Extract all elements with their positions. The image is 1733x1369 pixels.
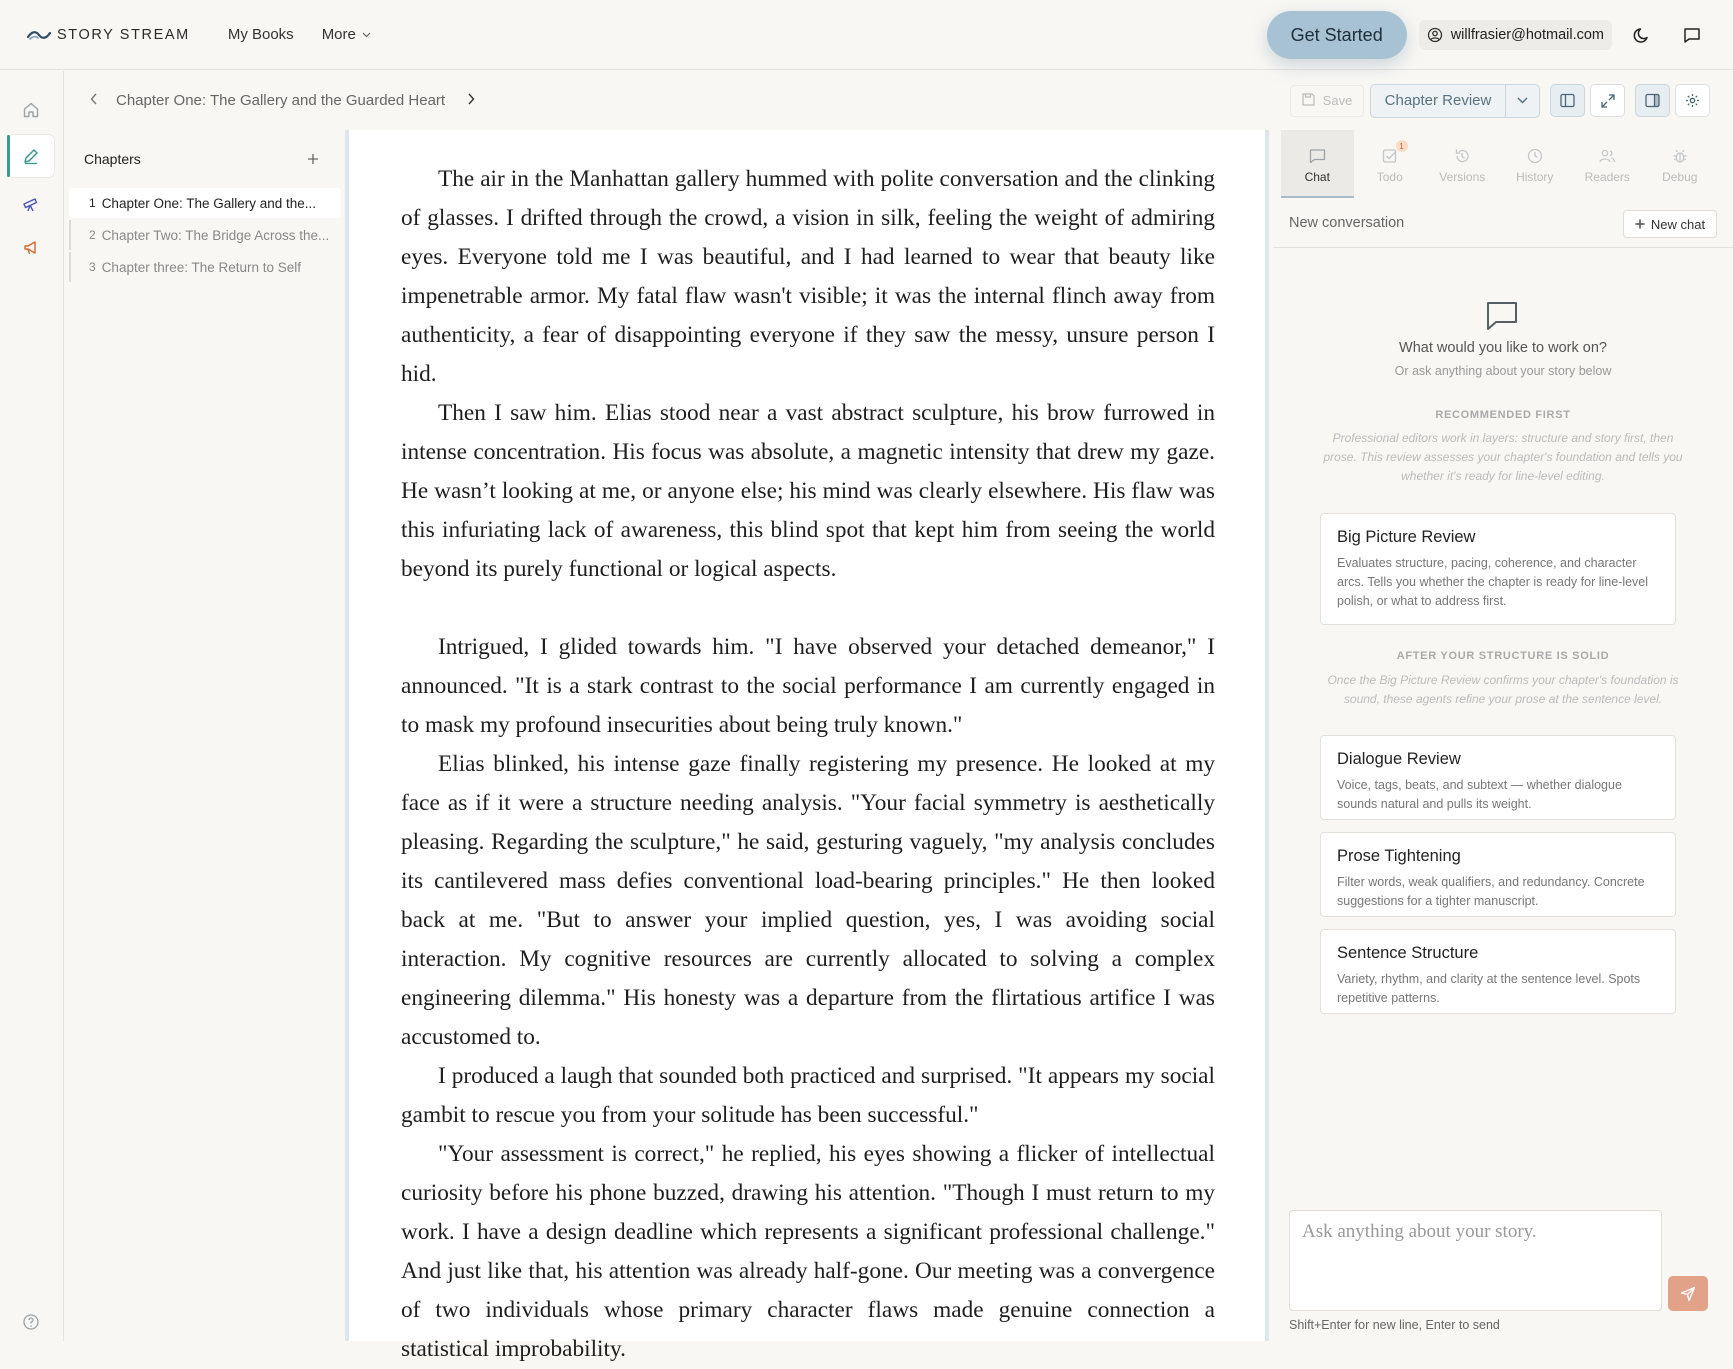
chevron-right-icon[interactable] xyxy=(467,92,475,109)
editor-paragraph[interactable]: Intrigued, I glided towards him. "I have observed your detached demeanor," I announced. "It is a stark contrast to the social performance I am currently engaged in to mask my profound insecurities about being truly known." xyxy=(401,634,1215,738)
empty-state-title: What would you like to work on? xyxy=(1399,340,1607,356)
card-title: Prose Tightening xyxy=(1337,847,1461,865)
chapter-item-3[interactable] xyxy=(69,252,341,282)
rail-write[interactable] xyxy=(8,135,54,177)
logo-text: STORY STREAM xyxy=(57,26,190,43)
breadcrumb xyxy=(65,71,1733,130)
chat-input[interactable] xyxy=(1289,1210,1662,1311)
tab-label: Versions xyxy=(1439,170,1486,184)
gear-icon xyxy=(1685,93,1700,108)
sentence-structure-card[interactable] xyxy=(1320,929,1676,1014)
tab-debug[interactable] xyxy=(1644,130,1717,198)
editor-blank-line[interactable] xyxy=(401,589,1215,628)
expand-icon xyxy=(1601,94,1615,108)
nav-more[interactable] xyxy=(322,26,371,43)
todo-badge: 1 xyxy=(1396,140,1408,152)
chapter-number: 1 xyxy=(89,196,96,210)
editor-paragraph[interactable]: The air in the Manhattan gallery hummed with polite conversation and the clinking of glasses. I drifted through the crowd, a vision in silk, feeling the weight of admiring eyes. Everyone told me I was beautiful, and I had learned to wear that beauty like impenetrable armor. My fatal flaw wasn't visible; it was the internal flinch away from authenticity, a fear of disappointing everyone if they saw the messy, unsure person I hid. xyxy=(401,166,1215,387)
readers-icon xyxy=(1598,146,1616,166)
tab-label: Readers xyxy=(1584,170,1630,184)
tab-chat[interactable] xyxy=(1281,130,1354,198)
chapter-label: Chapter three: The Return to Self xyxy=(101,259,302,275)
megaphone-icon xyxy=(22,239,40,257)
chapter-label: Chapter One: The Gallery and the... xyxy=(101,195,317,211)
chapter-number: 3 xyxy=(89,260,96,274)
chevron-down-icon xyxy=(362,30,371,40)
chevron-left-icon[interactable] xyxy=(90,92,98,109)
logo-wave-icon xyxy=(27,28,51,42)
after-structure-label: AFTER YOUR STRUCTURE IS SOLID xyxy=(1396,650,1610,662)
chat-input-placeholder: Ask anything about your story. xyxy=(1302,1221,1537,1242)
tab-label: Todo xyxy=(1376,170,1403,184)
chat-icon xyxy=(1309,146,1326,166)
tab-label: History xyxy=(1516,170,1554,184)
chapter-number: 2 xyxy=(89,228,96,242)
big-picture-review-card[interactable] xyxy=(1320,513,1676,625)
feedback-message-icon[interactable] xyxy=(1682,25,1702,45)
tab-todo[interactable] xyxy=(1354,130,1427,198)
help-circle-icon xyxy=(22,1313,40,1331)
input-hint: Shift+Enter for new line, Enter to send xyxy=(1289,1318,1500,1332)
recommended-label: RECOMMENDED FIRST xyxy=(1435,409,1571,421)
card-description: Evaluates structure, pacing, coherence, and character arcs. Tells you whether the chapter is ready for line-level polish, or what to address first. xyxy=(1337,556,1649,608)
chapters-title: Chapters xyxy=(84,151,141,167)
panel-left-icon xyxy=(1560,93,1575,108)
chapter-label: Chapter Two: The Bridge Across the... xyxy=(101,227,330,243)
chevron-down-icon[interactable] xyxy=(1505,85,1539,117)
rail-home[interactable] xyxy=(8,89,54,131)
conversation-header xyxy=(1273,198,1733,248)
moon-icon[interactable] xyxy=(1632,25,1652,45)
versions-icon xyxy=(1454,146,1470,166)
tab-versions[interactable] xyxy=(1426,130,1499,198)
card-title: Sentence Structure xyxy=(1337,944,1479,962)
card-title: Big Picture Review xyxy=(1337,528,1476,546)
new-chat-label: New chat xyxy=(1650,216,1706,232)
send-icon xyxy=(1680,1286,1696,1302)
editor-toolbar xyxy=(1290,71,1733,130)
chapter-item-2[interactable] xyxy=(69,220,341,250)
rail-discover[interactable] xyxy=(8,183,54,225)
tab-history[interactable] xyxy=(1499,130,1572,198)
tab-readers[interactable] xyxy=(1571,130,1644,198)
card-description: Voice, tags, beats, and subtext — whether dialogue sounds natural and pulls its weight. xyxy=(1337,778,1622,811)
user-email: willfrasier@hotmail.com xyxy=(1450,27,1604,43)
review-mode-select[interactable] xyxy=(1370,84,1540,118)
settings-button[interactable] xyxy=(1675,84,1710,117)
get-started-button[interactable]: Get Started xyxy=(1267,11,1407,59)
send-button[interactable] xyxy=(1668,1276,1708,1311)
fullscreen-button[interactable] xyxy=(1590,84,1625,117)
editor-paragraph[interactable]: "Your assessment is correct," he replied, his eyes showing a flicker of intellectual curiosity before his phone buzzed, drawing his attention. "Though I must return to my work. I have a design deadline which represents a significant professional challenge." And just like that, his attention was already half-gone. Our meeting was a convergence of two individuals whose primary character flaws made genuine connection a statistical improbability. xyxy=(401,1141,1215,1362)
panel-tabs xyxy=(1281,130,1716,198)
rail-help[interactable] xyxy=(8,1301,54,1343)
top-bar xyxy=(0,0,1733,70)
logo[interactable] xyxy=(27,27,190,43)
prose-tightening-card[interactable] xyxy=(1320,832,1676,917)
pen-icon xyxy=(22,147,40,165)
empty-state-subtitle: Or ask anything about your story below xyxy=(1394,364,1612,378)
panel-right-icon xyxy=(1645,93,1660,108)
dialogue-review-card[interactable] xyxy=(1320,735,1676,820)
toggle-right-panel-button[interactable] xyxy=(1635,84,1670,117)
telescope-icon xyxy=(22,195,40,213)
conversation-title: New conversation xyxy=(1289,214,1405,231)
card-description: Variety, rhythm, and clarity at the sentence level. Spots repetitive patterns. xyxy=(1337,972,1641,1005)
tab-label: Chat xyxy=(1304,170,1330,184)
add-chapter-icon[interactable] xyxy=(307,150,319,168)
new-chat-button[interactable] xyxy=(1623,210,1717,238)
chapter-title: Chapter One: The Gallery and the Guarded Heart xyxy=(116,92,446,109)
user-account-chip[interactable] xyxy=(1419,20,1612,50)
recommended-description: Professional editors work in layers: structure and story first, then prose. This review assesses your chapter's foundation and tells you whether it's ready for line-level editing. xyxy=(1323,431,1683,483)
left-rail xyxy=(0,71,64,1341)
manuscript-editor[interactable] xyxy=(349,130,1269,1362)
nav-more-label: More xyxy=(321,26,356,43)
nav-my-books[interactable]: My Books xyxy=(227,26,294,43)
toggle-left-panel-button[interactable] xyxy=(1550,84,1585,117)
card-title: Dialogue Review xyxy=(1337,750,1461,768)
editor-paragraph[interactable]: Elias blinked, his intense gaze finally registering my presence. He looked at my face as if it were a structure needing analysis. "Your facial symmetry is aesthetically pleasing. Regarding the sculpture," he said, gesturing vaguely, "my analysis concludes its cantilevered mass defies conventional load-bearing principles." He then looked back at me. "But to answer your implied question, yes, I was avoiding social interaction. My cognitive resources are currently allocated to solving a complex engineering dilemma." His honesty was a departure from the flirtatious artifice I was accustomed to. xyxy=(401,751,1215,1050)
floppy-disk-icon xyxy=(1302,93,1315,109)
save-button[interactable] xyxy=(1290,85,1364,117)
home-icon xyxy=(22,101,40,119)
after-structure-description: Once the Big Picture Review confirms your chapter's foundation is sound, these agents refine your prose at the sentence level. xyxy=(1327,673,1679,706)
save-label: Save xyxy=(1322,93,1353,108)
card-description: Filter words, weak qualifiers, and redundancy. Concrete suggestions for a tighter manuscript. xyxy=(1337,875,1645,908)
todo-icon xyxy=(1382,146,1398,166)
bug-icon xyxy=(1672,146,1688,166)
chapter-item-1[interactable] xyxy=(69,188,341,218)
plus-icon xyxy=(1635,216,1645,233)
tab-label: Debug xyxy=(1662,170,1698,184)
chat-bubble-icon xyxy=(1485,300,1519,337)
history-icon xyxy=(1527,146,1543,166)
assistant-panel xyxy=(1273,130,1733,1341)
chapters-panel xyxy=(65,130,345,1341)
editor-paragraph[interactable]: I produced a laugh that sounded both practiced and surprised. "It appears my social gambit to rescue you from your solitude has been successful." xyxy=(401,1063,1215,1128)
rail-marketing[interactable] xyxy=(8,227,54,269)
user-circle-icon xyxy=(1427,27,1443,43)
review-mode-label: Chapter Review xyxy=(1384,92,1492,109)
editor-paragraph[interactable]: Then I saw him. Elias stood near a vast abstract sculpture, his brow furrowed in intense concentration. His focus was absolute, a magnetic intensity that drew my gaze. He wasn’t looking at me, or anyone else; his mind was clearly elsewhere. His flaw was this infuriating lack of awareness, this blind spot that kept him from seeing the world beyond its purely functional or logical aspects. xyxy=(401,400,1215,582)
